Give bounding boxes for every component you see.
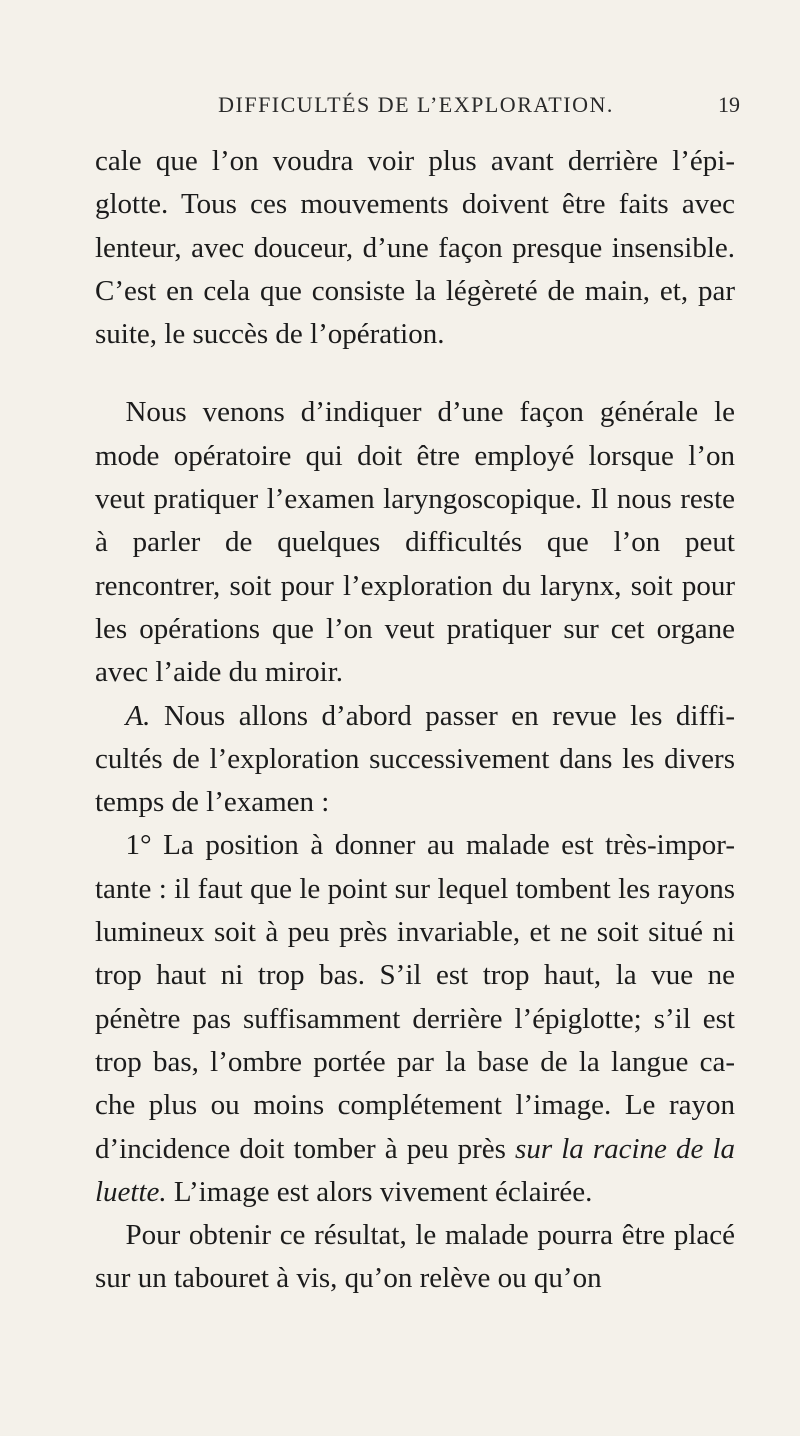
running-head	[0, 92, 800, 132]
section-a-text: Nous allons d’abord passer en revue les diffi-cultés de l’exploration successivement dans les divers temps de l’examen :	[95, 699, 735, 819]
paragraph-patient-position	[95, 824, 735, 1214]
section-letter: A.	[125, 699, 151, 732]
body-text	[95, 140, 735, 1301]
page-number: 19	[718, 92, 740, 117]
paragraph-continuation: cale que l’on voudra voir plus avant derrière l’épi-glotte. Tous ces mouvements doivent être faits avec lenteur, avec douceur, d’une façon presque insensible. C’est en cela que consiste la légèreté de main, et, par suite, le succès de l’opération.	[95, 145, 735, 351]
paragraph-result: Pour obtenir ce résultat, le malade pourra être placé sur un tabouret à vis, qu’on relève ou qu’on	[95, 1219, 735, 1295]
position-text-part1: 1° La position à donner au malade est très-impor-tante : il faut que le point sur lequel tombent les rayons lumineux soit à peu près invariable, et ne soit situé ni trop haut ni trop bas. S’il est trop haut, la vue ne pénètre pas suffisamment derrière l’épiglotte; s’il est trop bas, l’ombre portée par la base de la langue ca-che plus ou moins complétement l’image. Le rayon d’incidence doit tomber à peu près	[95, 829, 735, 1165]
position-emphasis: sur la racine de la luette.	[95, 1132, 735, 1208]
paragraph-general-method: Nous venons d’indiquer d’une façon générale le mode opératoire qui doit être employé lorsque l’on veut pratiquer l’examen laryngoscopique. Il nous reste à parler de quelques difficultés que l’on peut rencontrer, soit pour l’exploration du larynx, soit pour les opérations que l’on veut pratiquer sur cet organe avec l’aide du miroir.	[95, 396, 735, 689]
paragraph-section-a	[95, 695, 735, 825]
position-text-part2: L’image est alors vivement éclairée.	[166, 1175, 593, 1208]
running-title: DIFFICULTÉS DE L’EXPLORATION.	[218, 92, 614, 117]
